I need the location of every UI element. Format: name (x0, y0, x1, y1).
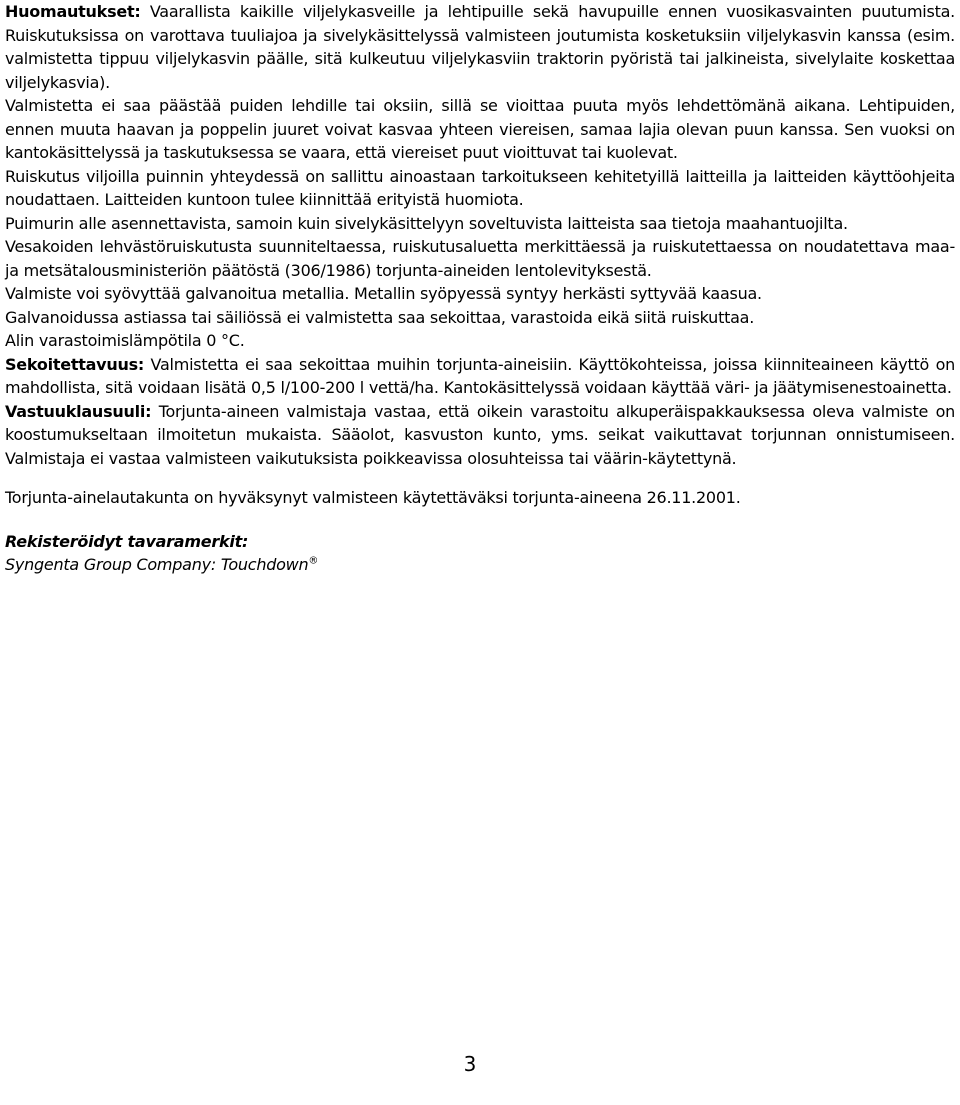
page-number: 3 (463, 1052, 477, 1076)
trademarks-heading-text: Rekisteröidyt tavaramerkit: (5, 531, 249, 551)
label-sekoitettavuus: Sekoitettavuus: (5, 354, 145, 374)
trademarks-line-text: Syngenta Group Company: Touchdown (5, 555, 309, 574)
text-sekoitettavuus: Valmistetta ei saa sekoittaa muihin torjunta-aineisiin. Käyttökohteissa, joissa kiinniteaineen käyttö on mahdollista, sitä voidaan lisätä 0,5 l/100-200 l vettä/ha. Kantokäsittelyssä voidaan käyttää väri- ja jäätymisenestoainetta. (5, 354, 955, 397)
paragraph-aerial-spraying: Vesakoiden lehvästöruiskutusta suunniteltaessa, ruiskutusaluetta merkittäessä ja ruiskutettaessa on noudatettava maa- ja metsätalousministeriön päätöstä (306/1986) torjunta-aineiden lentolevityksestä. (5, 237, 955, 280)
paragraph-tree-damage: Valmistetta ei saa päästää puiden lehdille tai oksiin, sillä se vioittaa puuta myös lehdettömänä aikana. Lehtipuiden, ennen muuta haavan ja poppelin juuret voivat kasvaa yhteen viereisen, samaa lajia olevan puun kanssa. Sen vuoksi on kantokäsittelyssä ja taskutuksessa se vaara, että viereiset puut vioittuvat tai kuolevat. (5, 96, 955, 162)
label-huomautukset: Huomautukset: (5, 2, 141, 21)
paragraph-vastuuklausuuli (5, 400, 955, 471)
paragraph-sekoitettavuus (5, 353, 955, 400)
paragraph-galvanized-container: Galvanoidussa astiassa tai säiliössä ei valmistetta saa sekoittaa, varastoida eikä siitä ruiskuttaa. (5, 307, 755, 327)
text-huomautukset: Vaarallista kaikille viljelykasveille ja lehtipuille sekä havupuille ennen vuosikasvainten puutumista. Ruiskutuksissa on varottava tuuliajoa ja sivelykäsittelyssä valmisteen joutumista kosketuksiin viljelykasvin kanssa (esim. valmistetta tippuu viljelykasvin päälle, sitä kulkeutuu viljelykasviin traktorin pyöristä tai jalkineista, sivelylaite koskettaa viljelykasvia). (5, 2, 955, 92)
text-vastuuklausuuli: Torjunta-aineen valmistaja vastaa, että oikein varastoitu alkuperäispakkauksessa oleva valmiste on koostumukseltaan ilmoitetun mukaista. Sääolot, kasvuston kunto, yms. seikat vaikuttavat torjunnan onnistumiseen. Valmistaja ei vastaa valmisteen vaikutuksista poikkeavissa olosuhteissa tai väärin-käytettynä. (5, 401, 955, 468)
paragraph-huomautukset (5, 0, 955, 94)
registered-mark: ® (308, 555, 319, 567)
document-body (5, 0, 955, 577)
trademarks-line (5, 553, 955, 577)
trademarks-heading (5, 530, 955, 554)
approval-statement: Torjunta-ainelautakunta on hyväksynyt valmisteen käytettäväksi torjunta-aineena 26.11.2001. (5, 488, 741, 507)
paragraph-storage-temperature: Alin varastoimislämpötila 0 °C. (5, 331, 245, 350)
paragraph-equipment-info: Puimurin alle asennettavista, samoin kuin sivelykäsittelyyn soveltuvista laitteista saa tietoja maahantuojilta. (5, 213, 848, 233)
label-vastuuklausuuli: Vastuuklausuuli: (5, 401, 152, 421)
paragraph-corrosion: Valmiste voi syövyttää galvanoitua metallia. Metallin syöpyessä syntyy herkästi syttyvää kaasua. (5, 284, 762, 303)
paragraph-harvest-spraying: Ruiskutus viljoilla puinnin yhteydessä on sallittu ainoastaan tarkoitukseen kehitetyillä laitteilla ja laitteiden käyttöohjeita noudattaen. Laitteiden kuntoon tulee kiinnittää erityistä huomiota. (5, 166, 955, 209)
